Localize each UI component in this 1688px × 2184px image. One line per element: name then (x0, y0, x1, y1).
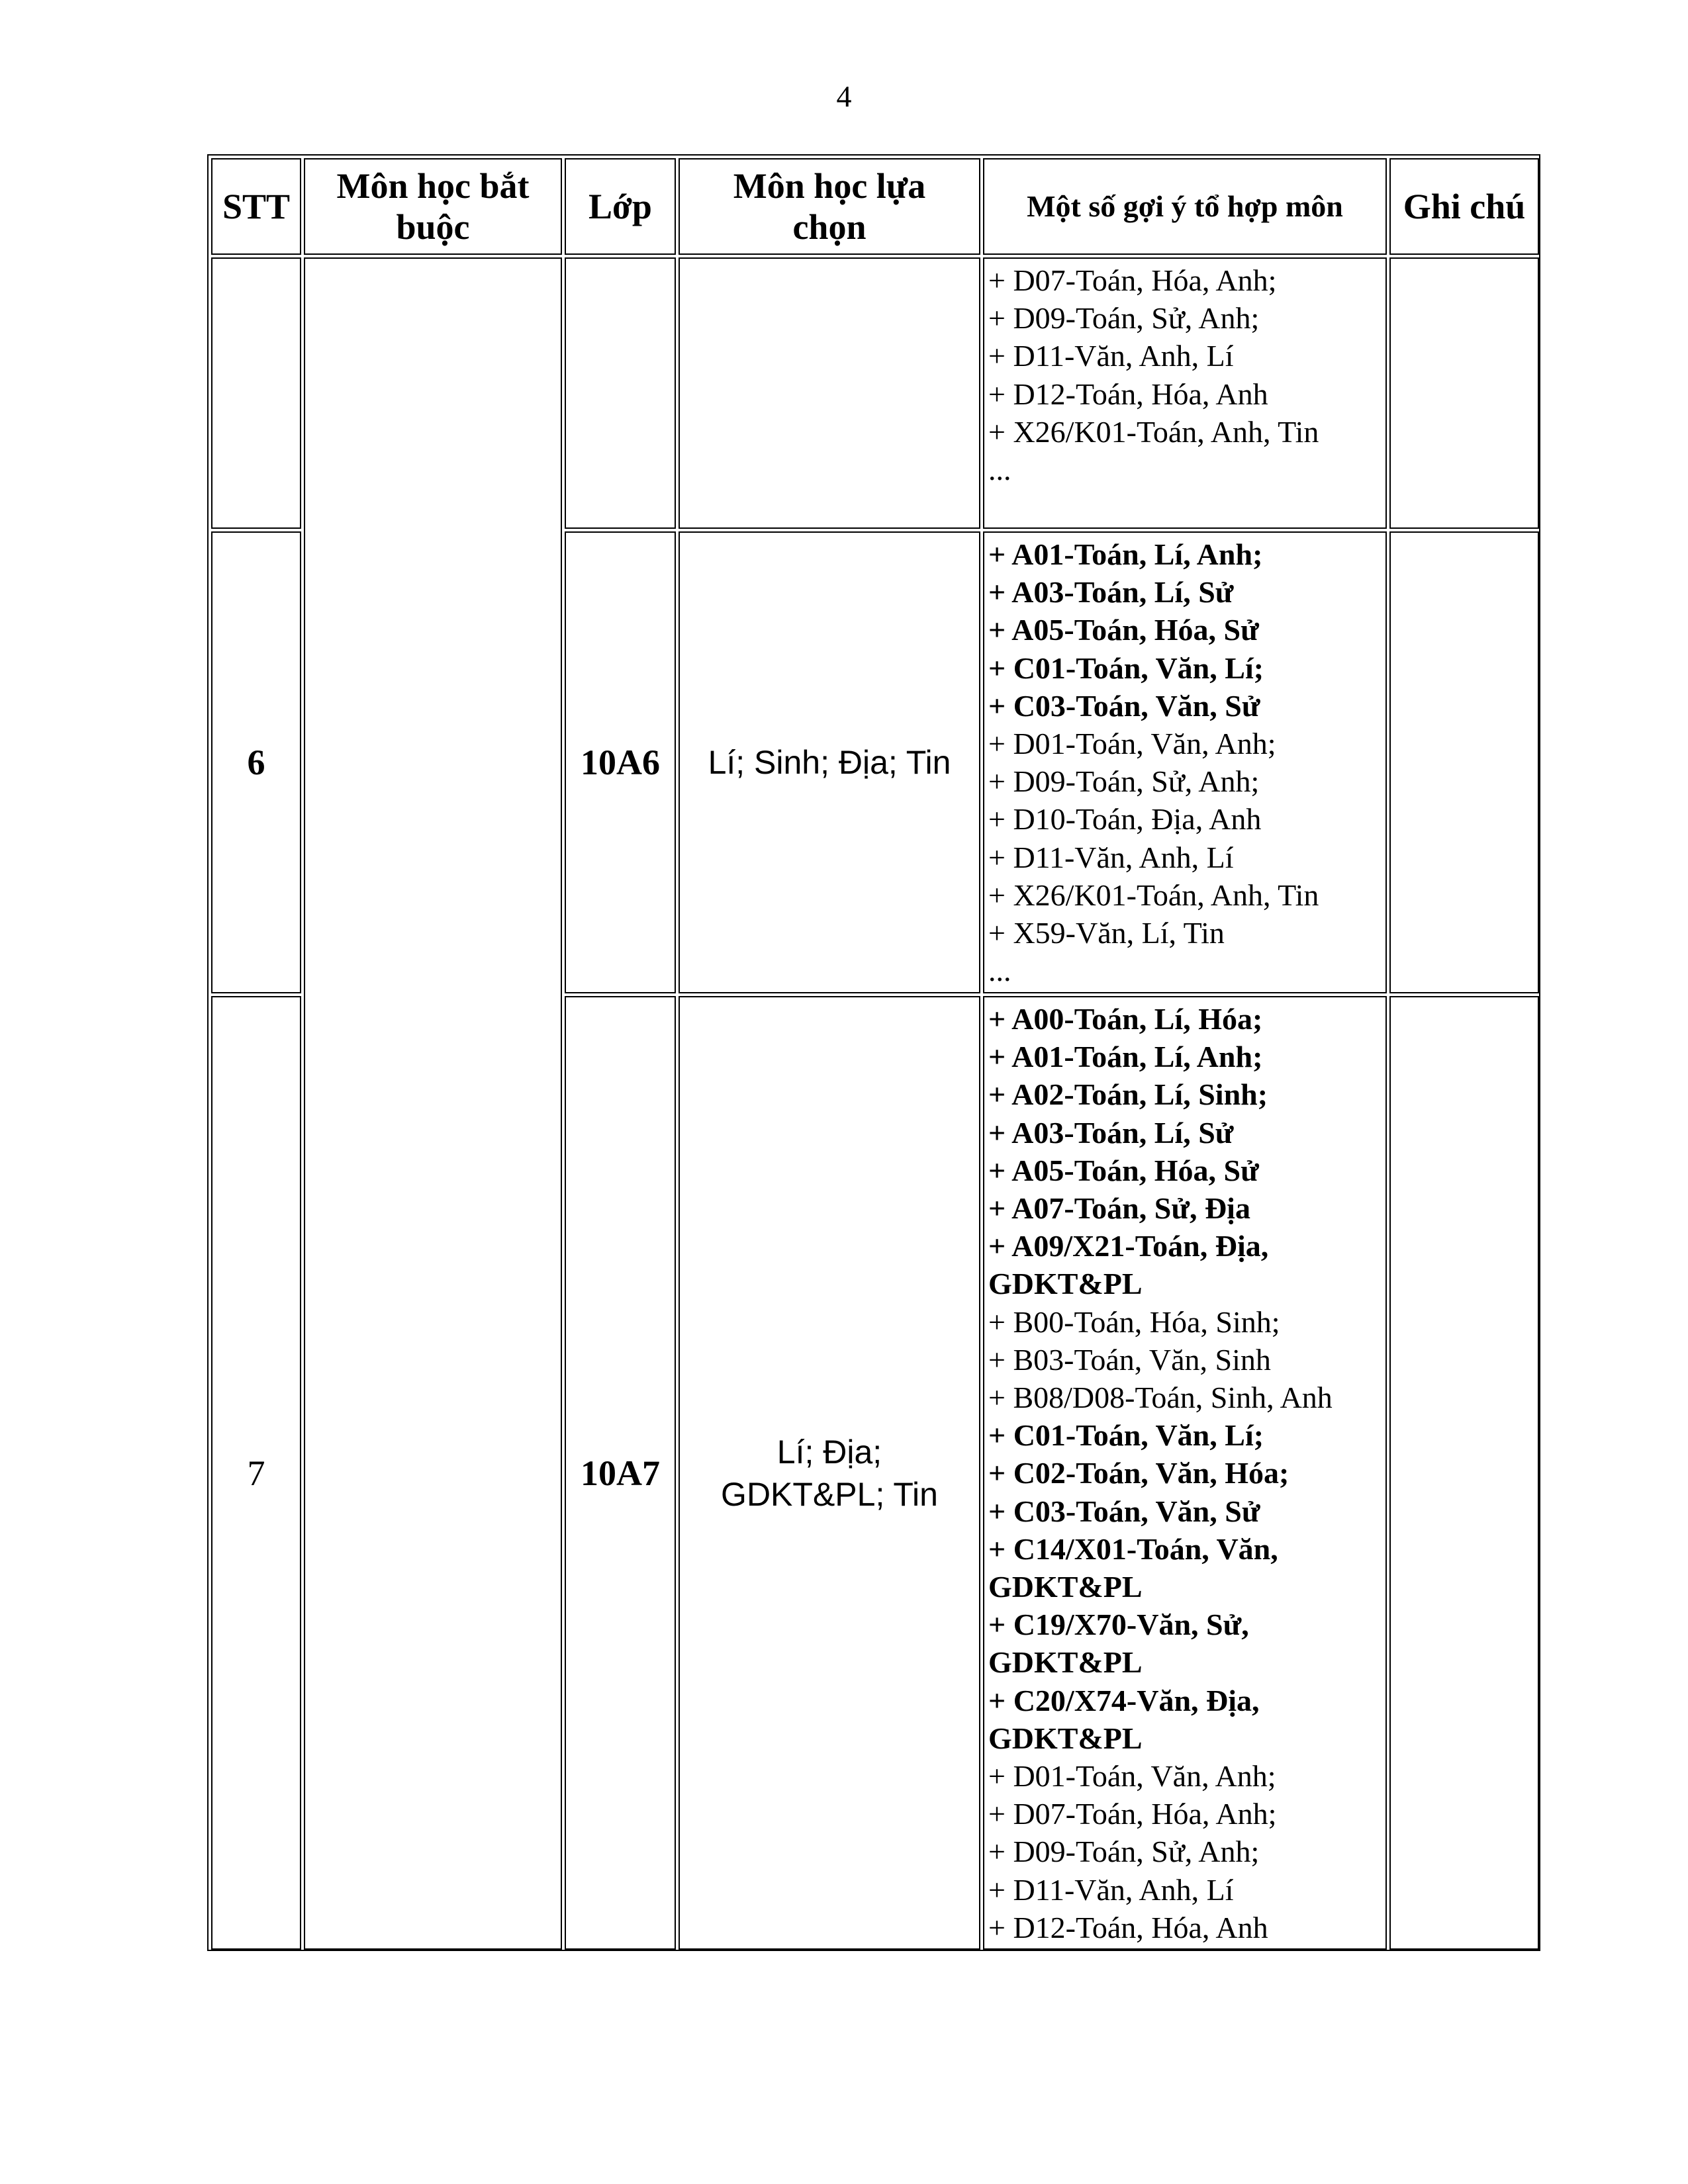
combo-line: + C01-Toán, Văn, Lí; (988, 651, 1264, 685)
row-continuation-stt (211, 257, 301, 529)
combo-line: + X26/K01-Toán, Anh, Tin (988, 414, 1319, 449)
row-6-stt: 6 (211, 531, 301, 993)
combo-line: + D12-Toán, Hóa, Anh (988, 1910, 1268, 1944)
combo-line: + C14/X01-Toán, Văn, GDKT&PL (988, 1531, 1286, 1604)
combo-line: + D12-Toán, Hóa, Anh (988, 377, 1268, 411)
combo-line: + A00-Toán, Lí, Hóa; (988, 1002, 1263, 1036)
combo-line: + A01-Toán, Lí, Anh; (988, 1040, 1263, 1074)
combo-line: + D11-Văn, Anh, Lí (988, 840, 1234, 874)
row-6-elective: Lí; Sinh; Địa; Tin (679, 531, 980, 993)
combo-line: + A09/X21-Toán, Địa, GDKT&PL (988, 1229, 1276, 1301)
combo-line: + B00-Toán, Hóa, Sinh; (988, 1304, 1280, 1339)
combo-line: + D11-Văn, Anh, Lí (988, 339, 1234, 373)
row-continuation-combos (983, 257, 1387, 529)
mandatory-subjects-cell (304, 257, 562, 1950)
combo-line: + C02-Toán, Văn, Hóa; (988, 1456, 1289, 1490)
header-stt: STT (211, 158, 301, 255)
combo-line: + B08/D08-Toán, Sinh, Anh (988, 1381, 1333, 1415)
combo-line: + A07-Toán, Sử, Địa (988, 1191, 1250, 1226)
combo-line: + D01-Toán, Văn, Anh; (988, 1759, 1276, 1794)
combo-line: + X59-Văn, Lí, Tin (988, 916, 1225, 950)
combo-line: + A03-Toán, Lí, Sử (988, 575, 1234, 610)
page-number: 4 (836, 79, 852, 113)
combo-line: + D01-Toán, Văn, Anh; (988, 727, 1276, 761)
header-combination-suggestions: Một số gợi ý tổ hợp môn (983, 158, 1387, 255)
combo-line: + D07-Toán, Hóa, Anh; (988, 1797, 1277, 1831)
row-continuation-class (565, 257, 676, 529)
combo-line: + A02-Toán, Lí, Sinh; (988, 1077, 1268, 1112)
header-class: Lớp (565, 158, 676, 255)
combo-line: + C03-Toán, Văn, Sử (988, 1494, 1260, 1528)
combo-line: + C01-Toán, Văn, Lí; (988, 1418, 1264, 1453)
row-7-notes (1389, 996, 1539, 1950)
row-continuation-elective (679, 257, 980, 529)
row-6-combos (983, 531, 1387, 993)
row-7-stt: 7 (211, 996, 301, 1950)
combo-line: + C20/X74-Văn, Địa, GDKT&PL (988, 1683, 1268, 1755)
combo-line: + X26/K01-Toán, Anh, Tin (988, 878, 1319, 912)
row-6-notes (1389, 531, 1539, 993)
row-7-combos (983, 996, 1387, 1950)
row-6-class: 10A6 (565, 531, 676, 993)
header-notes: Ghi chú (1389, 158, 1539, 255)
row-7-class: 10A7 (565, 996, 676, 1950)
combo-line: + D09-Toán, Sử, Anh; (988, 1835, 1260, 1869)
row-continuation-notes (1389, 257, 1539, 529)
combo-line: + C19/X70-Văn, Sử, GDKT&PL (988, 1608, 1257, 1680)
combo-line: + A03-Toán, Lí, Sử (988, 1115, 1234, 1150)
combo-line: + A01-Toán, Lí, Anh; (988, 537, 1263, 571)
combo-line: + D11-Văn, Anh, Lí (988, 1872, 1234, 1907)
combination-table (207, 154, 1540, 1951)
combo-line: + D07-Toán, Hóa, Anh; (988, 263, 1277, 297)
header-elective-subjects: Môn học lựa chọn (679, 158, 980, 255)
combo-line: + A05-Toán, Hóa, Sử (988, 1153, 1259, 1187)
combo-line: + D09-Toán, Sử, Anh; (988, 764, 1260, 799)
combo-line: + D09-Toán, Sử, Anh; (988, 301, 1260, 336)
combo-line: ... (988, 453, 1011, 487)
header-mandatory-subjects: Môn học bắt buộc (304, 158, 562, 255)
combo-line: + D10-Toán, Địa, Anh (988, 802, 1262, 837)
combo-line: + A05-Toán, Hóa, Sử (988, 613, 1259, 647)
combo-line: ... (988, 954, 1011, 988)
combo-line: + B03-Toán, Văn, Sinh (988, 1342, 1271, 1377)
combo-line: + C03-Toán, Văn, Sử (988, 688, 1260, 723)
row-7-elective: Lí; Địa; GDKT&PL; Tin (679, 996, 980, 1950)
